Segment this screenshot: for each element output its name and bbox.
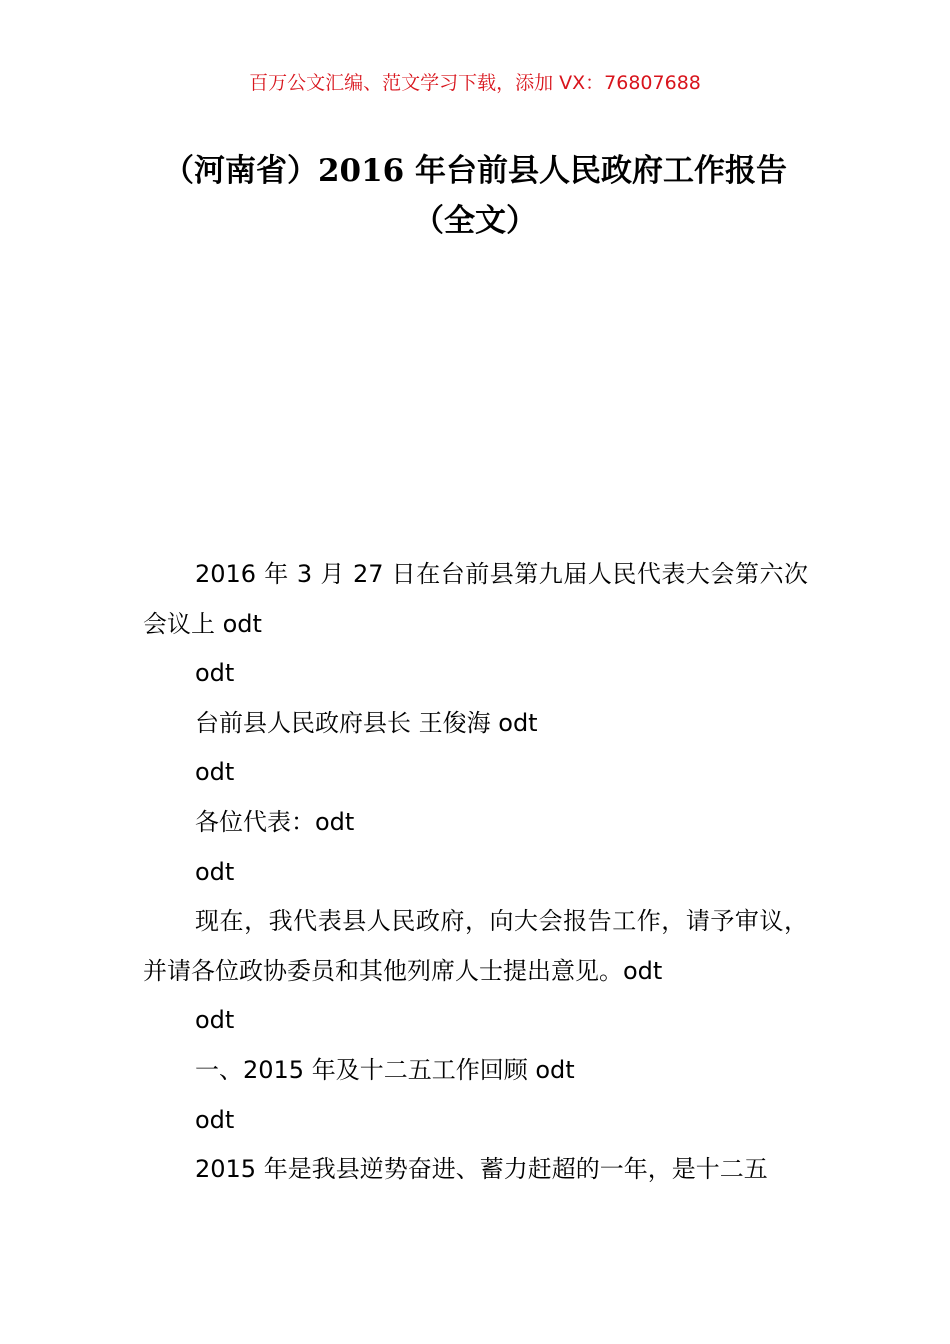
paragraph: 台前县人民政府县长 王俊海 odt [195, 708, 538, 737]
paragraph: 2016 年 3 月 27 日在台前县第九届人民代表大会第六次会议上 odt [143, 560, 808, 638]
paragraph: 2015 年是我县逆势奋进、蓄力赶超的一年，是十二五 [195, 1155, 768, 1184]
paragraph: 各位代表：odt [195, 807, 355, 836]
document-body [143, 550, 808, 1195]
paragraph: odt [195, 659, 235, 688]
header-note: 百万公文汇编、范文学习下载，添加 VX：76807688 [249, 72, 701, 94]
paragraph: odt [195, 758, 235, 787]
paragraph: 一、2015 年及十二五工作回顾 odt [195, 1055, 575, 1084]
paragraph: odt [195, 1105, 235, 1134]
paragraph: odt [195, 1006, 235, 1035]
paragraph: odt [195, 857, 235, 886]
document-title: （河南省）2016 年台前县人民政府工作报告（全文） [162, 153, 788, 239]
paragraph: 现在，我代表县人民政府，向大会报告工作，请予审议，并请各位政协委员和其他列席人士提出意见。odt [143, 907, 808, 985]
